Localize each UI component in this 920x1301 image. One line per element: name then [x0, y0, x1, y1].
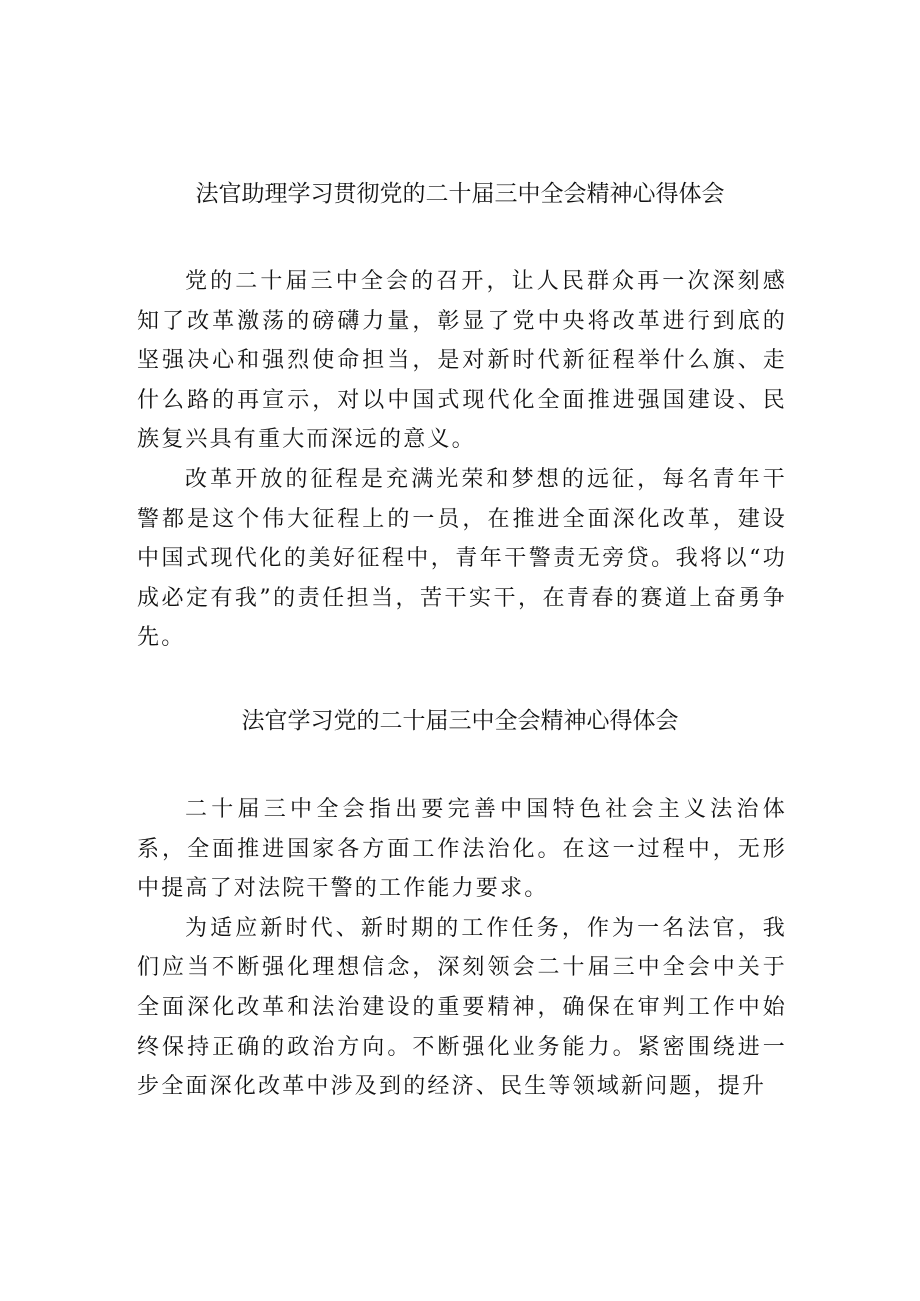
article-1-title: 法官助理学习贯彻党的二十届三中全会精神心得体会 [195, 181, 725, 207]
article-1-body [137, 262, 787, 658]
article-2-paragraph-2: 为适应新时代、新时期的工作任务，作为一名法官，我们应当不断强化理想信念，深刻领会二十届三中全会中关于全面深化改革和法治建设的重要精神，确保在审判工作中始终保持正确的政治方向。不断强化业务能力。紧密围绕进一步全面深化改革中涉及到的经济、民生等领域新问题，提升 [137, 915, 787, 1100]
article-2-title: 法官学习党的二十届三中全会精神心得体会 [241, 708, 679, 734]
article-2-paragraph-1: 二十届三中全会指出要完善中国特色社会主义法治体系，全面推进国家各方面工作法治化。在这一过程中，无形中提高了对法院干警的工作能力要求。 [137, 797, 787, 902]
article-2-body [137, 790, 787, 1107]
article-1-paragraph-2: 改革开放的征程是充满光荣和梦想的远征，每名青年干警都是这个伟大征程上的一员，在推进全面深化改革，建设中国式现代化的美好征程中，青年干警责无旁贷。我将以“功成必定有我”的责任担当，苦干实干，在青春的赛道上奋勇争先。 [137, 466, 787, 651]
article-1-paragraph-1: 党的二十届三中全会的召开，让人民群众再一次深刻感知了改革激荡的磅礴力量，彰显了党中央将改革进行到底的坚强决心和强烈使命担当，是对新时代新征程举什么旗、走什么路的再宣示，对以中国式现代化全面推进强国建设、民族复兴具有重大而深远的意义。 [137, 269, 787, 453]
